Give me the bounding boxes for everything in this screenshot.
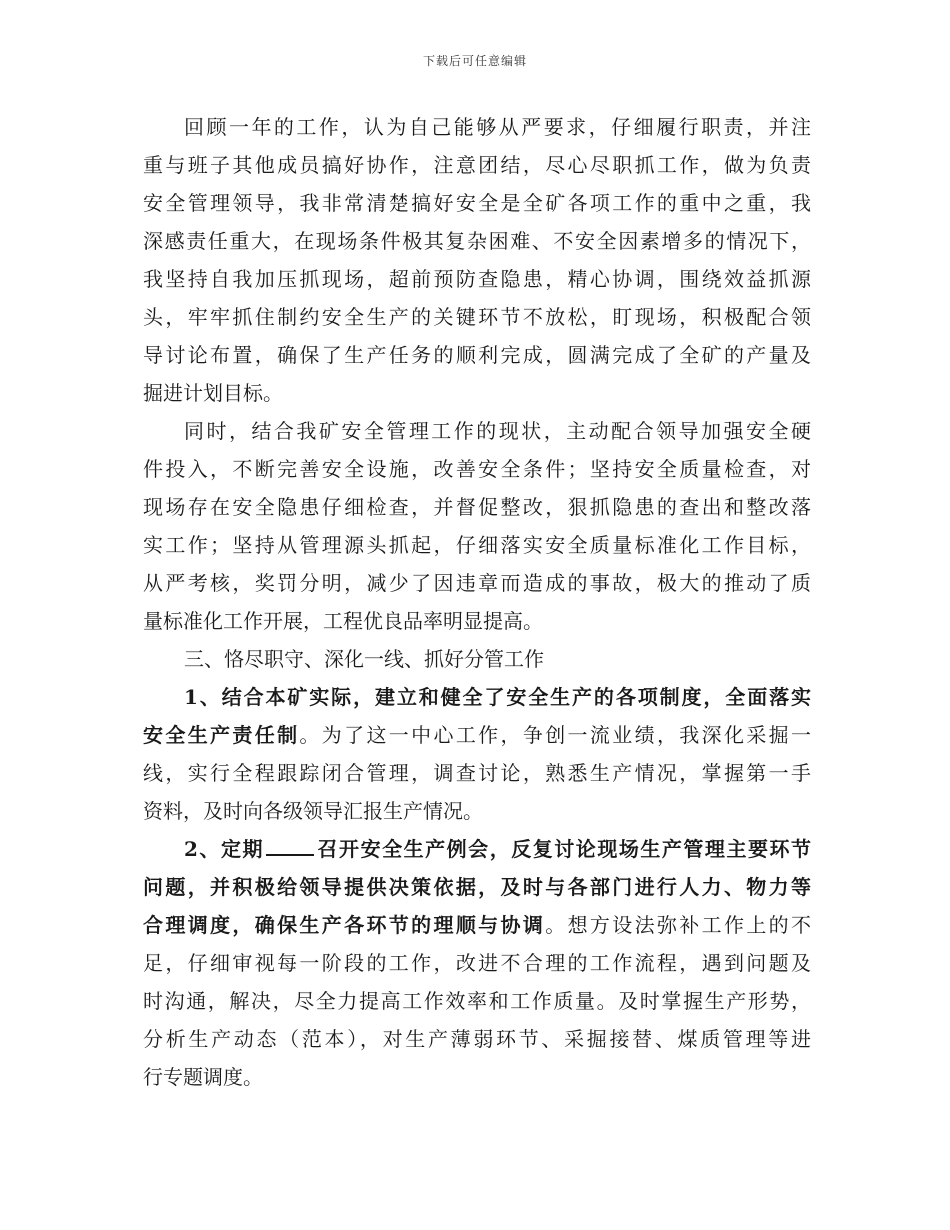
item1-bold-text: 安全生产责任制 [143,723,300,747]
document-body [143,108,811,1096]
paragraph-line: 头，牢牢抓住制约安全生产的关键环节不放松，盯现场，积极配合领 [143,305,811,329]
paragraph-line: 深感责任重大，在现场条件极其复杂困难、不安全因素增多的情况下， [143,229,811,253]
paragraph-line: 现场存在安全隐患仔细检查，并督促整改，狠抓隐患的查出和整改落 [143,495,811,519]
paragraph-line: 从严考核，奖罚分明，减少了因违章而造成的事故，极大的推动了质 [143,571,811,595]
item1-line: 资料，及时向各级领导汇报生产情况。 [143,799,483,823]
paragraph-line: 件投入，不断完善安全设施，改善安全条件；坚持安全质量检查，对 [143,457,811,481]
paragraph-line: 安全管理领导，我非常清楚搞好安全是全矿各项工作的重中之重，我 [143,191,811,215]
paragraph-line: 同时，结合我矿安全管理工作的现状，主动配合领导加强安全硬 [184,419,811,443]
item2-bold-text: 合理调度，确保生产各环节的理顺与协调 [143,913,546,937]
item2-line: 足，仔细审视每一阶段的工作，改进不合理的工作流程，遇到问题及 [143,951,811,975]
section-heading: 三、恪尽职守、深化一线、抓好分管工作 [184,647,544,671]
item2-number-text: 2、定期 [184,837,265,861]
item2-line [143,830,811,868]
item2-line: 问题，并积极给领导提供决策依据，及时与各部门进行人力、物力等 [143,875,811,899]
item1-line [143,716,811,754]
item2-line: 分析生产动态（范本），对生产薄弱环节、采掘接替、煤质管理等进 [143,1027,811,1051]
item1-text: 。为了这一中心工作，争创一流业绩，我深化采掘一 [299,723,811,747]
item2-bold-text: 召开安全生产例会，反复讨论现场生产管理主要环节 [316,837,811,861]
item2-line: 时沟通，解决，尽全力提高工作效率和工作质量。及时掌握生产形势， [143,989,811,1013]
paragraph-line: 重与班子其他成员搞好协作，注意团结，尽心尽职抓工作，做为负责 [143,153,811,177]
paragraph-line: 我坚持自我加压抓现场，超前预防查隐患，精心协调，围绕效益抓源 [143,267,811,291]
item1-line: 线，实行全程跟踪闭合管理，调查讨论，熟悉生产情况，掌握第一手 [143,761,811,785]
item2-line: 行专题调度。 [143,1065,263,1089]
paragraph-line: 掘进计划目标。 [143,381,283,405]
paragraph-line: 实工作；坚持从管理源头抓起，仔细落实安全质量标准化工作目标， [143,533,811,557]
fill-in-blank [266,836,314,856]
item2-line [143,906,811,944]
paragraph-line: 回顾一年的工作，认为自己能够从严要求，仔细履行职责，并注 [184,115,811,139]
paragraph-line: 导讨论布置，确保了生产任务的顺利完成，圆满完成了全矿的产量及 [143,343,811,367]
item1-line: 1、结合本矿实际，建立和健全了安全生产的各项制度，全面落实 [184,685,811,709]
paragraph-line: 量标准化工作开展，工程优良品率明显提高。 [143,609,543,633]
item2-text: 。想方设法弥补工作上的不 [545,913,811,937]
page-header: 下载后可任意编辑 [422,54,527,68]
